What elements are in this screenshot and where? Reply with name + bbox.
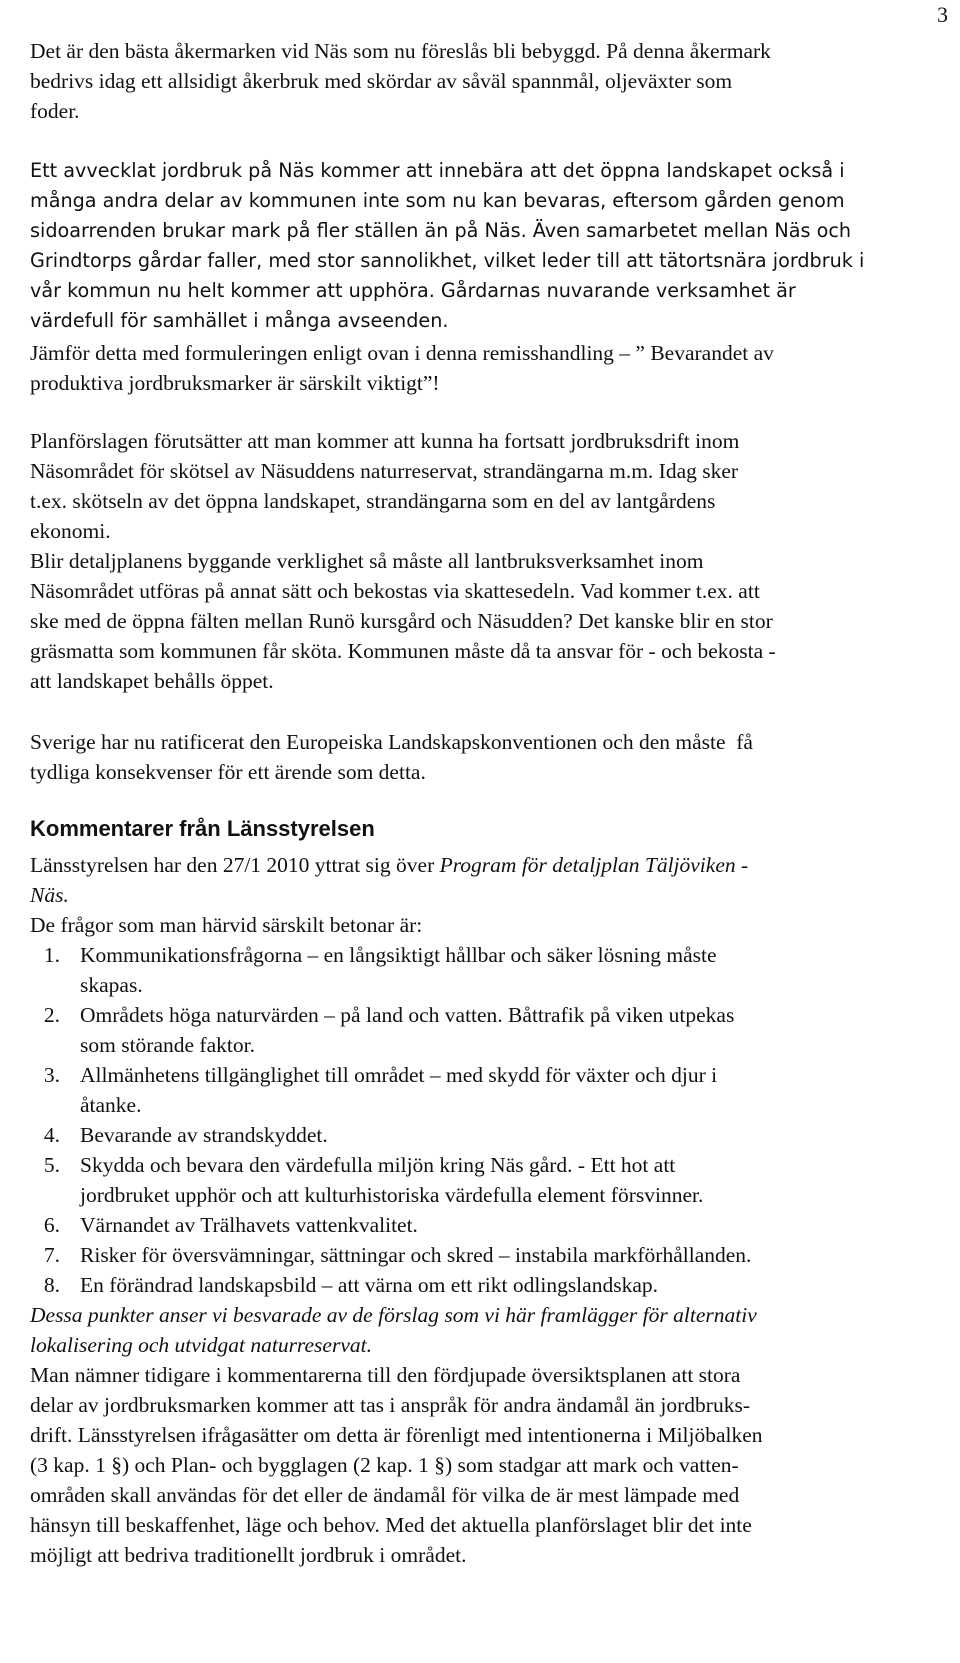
- list-item: En förändrad landskapsbild – att värna om ett rikt odlingslandskap.: [80, 1273, 658, 1297]
- paragraph-line: ske med de öppna fälten mellan Runö kursgård och Näsudden? Det kanske blir en stor: [30, 609, 773, 633]
- list-number: 1.: [43, 943, 60, 967]
- paragraph-line: värdefull för samhället i många avseenden.: [30, 309, 449, 332]
- list-number: 6.: [43, 1213, 60, 1237]
- paragraph-line: Ett avvecklat jordbruk på Näs kommer att innebära att det öppna landskapet också i: [30, 159, 845, 182]
- paragraph-line: foder.: [30, 99, 80, 123]
- program-title: Program för detaljplan Täljöviken -: [439, 853, 749, 877]
- intro-text: Länsstyrelsen har den 27/1 2010 yttrat sig över: [30, 853, 440, 877]
- paragraph-line: t.ex. skötseln av det öppna landskapet, strandängarna som en del av lantgårdens: [30, 489, 716, 513]
- paragraph-line: delar av jordbruksmarken kommer att tas i anspråk för andra ändamål än jordbruks-: [30, 1393, 750, 1417]
- list-item: Allmänhetens tillgänglighet till området – med skydd för växter och djur i: [80, 1063, 718, 1087]
- paragraph-line: Det är den bästa åkermarken vid Näs som nu föreslås bli bebyggd. På denna åkermark: [30, 39, 771, 63]
- paragraph-line: områden skall användas för det eller de ändamål för vilka de är mest lämpade med: [30, 1483, 740, 1507]
- list-item-continued: åtanke.: [80, 1093, 142, 1117]
- paragraph-line: produktiva jordbruksmarker är särskilt viktigt”!: [30, 371, 440, 395]
- paragraph-line: Näsområdet utföras på annat sätt och bekostas via skattesedeln. Vad kommer t.ex. att: [30, 579, 760, 603]
- list-number: 2.: [43, 1003, 60, 1027]
- paragraph-line: (3 kap. 1 §) och Plan- och bygglagen (2 kap. 1 §) som stadgar att mark och vatten-: [30, 1453, 739, 1477]
- paragraph-line: gräsmatta som kommunen får sköta. Kommunen måste då ta ansvar för - och bekosta -: [30, 639, 776, 663]
- list-item-continued: skapas.: [80, 973, 143, 997]
- paragraph-line: drift. Länsstyrelsen ifrågasätter om detta är förenligt med intentionerna i Miljöbalken: [30, 1423, 763, 1447]
- list-item-continued: som störande faktor.: [80, 1033, 255, 1057]
- paragraph-line: hänsyn till beskaffenhet, läge och behov. Med det aktuella planförslaget blir det inte: [30, 1513, 752, 1537]
- list-number: 5.: [43, 1153, 60, 1177]
- list-item: Skydda och bevara den värdefulla miljön kring Näs gård. - Ett hot att: [80, 1153, 676, 1177]
- paragraph-line: tydliga konsekvenser för ett ärende som detta.: [30, 760, 426, 784]
- list-number: 8.: [43, 1273, 60, 1297]
- list-number: 7.: [43, 1243, 60, 1267]
- list-item: Risker för översvämningar, sättningar och skred – instabila markförhållanden.: [80, 1243, 752, 1267]
- paragraph-line: att landskapet behålls öppet.: [30, 669, 274, 693]
- paragraph-line: Sverige har nu ratificerat den Europeiska Landskapskonventionen och den måste få: [30, 730, 753, 754]
- list-item: Områdets höga naturvärden – på land och vatten. Båttrafik på viken utpekas: [80, 1003, 735, 1027]
- paragraph-line: Jämför detta med formuleringen enligt ovan i denna remisshandling – ” Bevarandet av: [30, 341, 774, 365]
- paragraph-line: Grindtorps gårdar faller, med stor sannolikhet, vilket leder till att tätortsnära jordbruk i: [30, 249, 865, 272]
- list-number: 3.: [43, 1063, 60, 1087]
- paragraph-line: Blir detaljplanens byggande verklighet så måste all lantbruksverksamhet inom: [30, 549, 704, 573]
- paragraph-line: vår kommun nu helt kommer att upphöra. Gårdarnas nuvarande verksamhet är: [30, 279, 796, 302]
- paragraph-line: många andra delar av kommunen inte som nu kan bevaras, eftersom gården genom: [30, 189, 845, 212]
- list-number: 4.: [43, 1123, 60, 1147]
- section-heading: Kommentarer från Länsstyrelsen: [30, 816, 375, 841]
- italic-note-line: Dessa punkter anser vi besvarade av de förslag som vi här framlägger för alternativ: [30, 1303, 757, 1327]
- paragraph-line: Planförslagen förutsätter att man kommer att kunna ha fortsatt jordbruksdrift inom: [30, 429, 740, 453]
- program-title-continued: Näs.: [30, 883, 69, 907]
- paragraph-line: ekonomi.: [30, 519, 111, 543]
- paragraph-line: sidoarrenden brukar mark på fler ställen än på Näs. Även samarbetet mellan Näs och: [30, 219, 852, 242]
- paragraph-line: möjligt att bedriva traditionellt jordbruk i området.: [30, 1543, 467, 1567]
- intro-line: De frågor som man härvid särskilt betonar är:: [30, 913, 423, 937]
- paragraph-line: bedrivs idag ett allsidigt åkerbruk med skördar av såväl spannmål, oljeväxter som: [30, 69, 733, 93]
- page-number: 3: [937, 2, 948, 27]
- paragraph-line: Man nämner tidigare i kommentarerna till den fördjupade översiktsplanen att stora: [30, 1363, 741, 1387]
- italic-note-line: lokalisering och utvidgat naturreservat.: [30, 1333, 372, 1357]
- intro-line: [30, 850, 748, 880]
- paragraph-line: Näsområdet för skötsel av Näsuddens naturreservat, strandängarna m.m. Idag sker: [30, 459, 739, 483]
- list-item: Värnandet av Trälhavets vattenkvalitet.: [80, 1213, 418, 1237]
- list-item: Kommunikationsfrågorna – en långsiktigt hållbar och säker lösning måste: [80, 943, 717, 967]
- list-item-continued: jordbruket upphör och att kulturhistoriska värdefulla element försvinner.: [80, 1183, 704, 1207]
- list-item: Bevarande av strandskyddet.: [80, 1123, 328, 1147]
